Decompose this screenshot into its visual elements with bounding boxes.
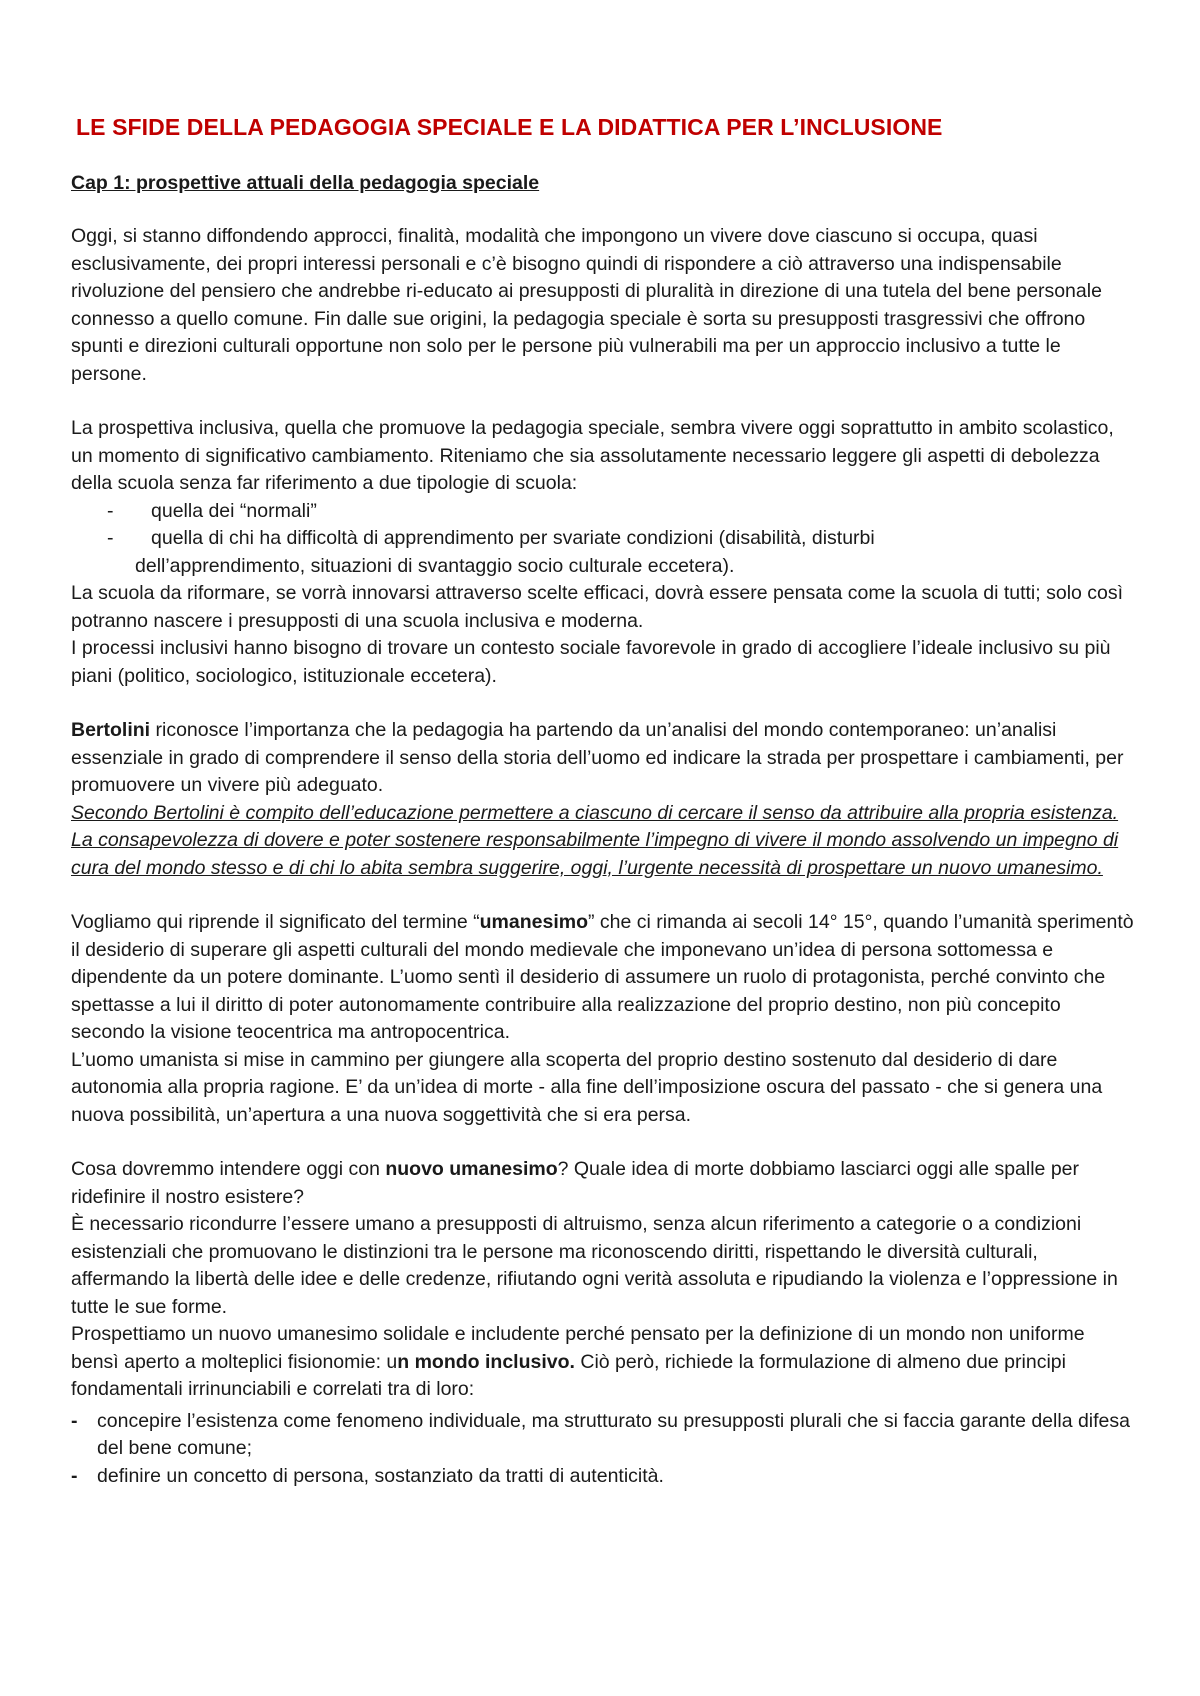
- paragraph-inclusive-processes: I processi inclusivi hanno bisogno di trovare un contesto sociale favorevole in grado di accogliere l’ideale inclusivo su più piani (politico, sociologico, istituzionale eccetera).: [71, 637, 1111, 687]
- list-item: [71, 1463, 1136, 1491]
- inclusive-world-bold: n mondo inclusivo.: [397, 1350, 575, 1373]
- school-types-list: [71, 498, 1136, 581]
- list-item-text: definire un concetto di persona, sostanziato da tratti di autenticità.: [97, 1464, 664, 1487]
- list-dash-marker: -: [71, 1409, 78, 1432]
- list-dash-marker: -: [107, 499, 114, 522]
- paragraph-school-reform: La scuola da riformare, se vorrà innovarsi attraverso scelte efficaci, dovrà essere pensata come la scuola di tutti; solo così potranno nascere i presupposti di una scuola inclusiva e moderna.: [71, 582, 1124, 632]
- list-item-text: concepire l’esistenza come fenomeno individuale, ma strutturato su presupposti plurali che si faccia garante della difesa del bene comune;: [97, 1409, 1130, 1459]
- list-item-text: quella di chi ha difficoltà di apprendimento per svariate condizioni (disabilità, disturbi: [151, 527, 875, 549]
- paragraph-bertolini: [71, 717, 1136, 800]
- paragraph-inclusive-perspective: La prospettiva inclusiva, quella che promuove la pedagogia speciale, sembra vivere oggi soprattutto in ambito scolastico, un momento di significativo cambiamento. Riteniamo che sia assolutamente necessario leggere gli aspetti di debolezza della scuola senza far riferimento a due tipologie di scuola:: [71, 417, 1114, 494]
- list-item-text-continued: dell’apprendimento, situazioni di svantaggio socio culturale eccetera).: [135, 554, 735, 577]
- list-item: [71, 1408, 1136, 1463]
- humanism-bold: umanesimo: [479, 911, 588, 933]
- humanism-text-a: Vogliamo qui riprende il significato del termine “: [71, 911, 480, 933]
- paragraph-new-humanism-question: [71, 1156, 1136, 1211]
- spacer: [71, 388, 1136, 415]
- bertolini-text: riconosce l’importanza che la pedagogia ha partendo da un’analisi del mondo contemporaneo: un’analisi essenziale in grado di comprendere il senso della storia dell’uomo ed indicare la strada per prospettare i cambiamenti, per promuovere un vivere più adeguato.: [71, 719, 1124, 796]
- paragraph-altruism: È necessario ricondurre l’essere umano a presupposti di altruismo, senza alcun riferimento a categorie o a condizioni esistenziali che promuovano le distinzioni tra le persone ma riconoscendo diritti, rispettando le diversità culturali, affermando la libertà delle idee e delle credenze, rifiutando ogni verità assoluta e ripudiando la violenza e l’oppressione in tutte le sue forme.: [71, 1213, 1118, 1318]
- paragraph-solidarity-humanism: [71, 1321, 1136, 1404]
- spacer: [71, 882, 1136, 909]
- solidarity-text-a: Prospettiamo un nuovo umanesimo solidale e includente perché pensato per la definizione di un mondo non uniforme bensì aperto a molteplici fisionomie: u: [71, 1323, 1085, 1373]
- list-item-text: quella dei “normali”: [151, 499, 317, 522]
- question-text-a: Cosa dovremmo intendere oggi con: [71, 1158, 386, 1180]
- list-item: [71, 525, 1136, 580]
- question-text-b: ? Quale idea di morte dobbiamo lasciarci oggi alle spalle per ridefinire il nostro esistere?: [71, 1158, 1080, 1208]
- chapter-heading: Cap 1: prospettive attuali della pedagogia speciale: [71, 172, 540, 194]
- document-title: LE SFIDE DELLA PEDAGOGIA SPECIALE E LA DIDATTICA PER L’INCLUSIONE: [76, 114, 943, 140]
- paragraph-humanist-man: L’uomo umanista si mise in cammino per giungere alla scoperta del proprio destino sostenuto dal desiderio di dare autonomia alla propria ragione. E’ da un’idea di morte - alla fine dell’imposizione oscura del passato - che si genera una nuova possibilità, un’apertura a una nuova soggettività che si era persa.: [71, 1048, 1103, 1126]
- list-item: [71, 498, 1136, 526]
- list-dash-marker: -: [107, 527, 114, 549]
- bertolini-bold: Bertolini: [71, 719, 151, 741]
- principles-list: [71, 1408, 1136, 1491]
- paragraph-humanism: [71, 909, 1136, 1047]
- spacer: [71, 1129, 1136, 1156]
- spacer: [71, 690, 1136, 717]
- list-dash-marker: -: [71, 1464, 78, 1487]
- solidarity-text-b: Ciò però, richiede la formulazione di almeno due principi fondamentali irrinunciabili e correlati tra di loro:: [71, 1350, 1066, 1400]
- humanism-text-b: ” che ci rimanda ai secoli 14° 15°, quando l’umanità sperimentò il desiderio di superare gli aspetti culturali del mondo medievale che imponevano un’idea di persona sottomessa e dipendente da un potere dominante. L’uomo sentì il desiderio di assumere un ruolo di protagonista, perché convinto che spettasse a lui il diritto di poter autonomamente contribuire alla realizzazione del proprio destino, non più concepito secondo la visione teocentrica ma antropocentrica.: [71, 911, 1134, 1043]
- paragraph-bertolini-quote: Secondo Bertolini è compito dell’educazione permettere a ciascuno di cercare il senso da attribuire alla propria esistenza. La consapevolezza di dovere e poter sostenere responsabilmente l’impegno di vivere il mondo assolvendo un impegno di cura del mondo stesso e di chi lo abita sembra suggerire, oggi, l’urgente necessità di prospettare un nuovo umanesimo.: [71, 801, 1119, 879]
- paragraph-intro: Oggi, si stanno diffondendo approcci, finalità, modalità che impongono un vivere dove ciascuno si occupa, quasi esclusivamente, dei propri interessi personali e c’è bisogno quindi di rispondere a ciò attraverso una indispensabile rivoluzione del pensiero che andrebbe ri-educato ai presupposti di pluralità in direzione di una tutela del bene personale connesso a quello comune. Fin dalle sue origini, la pedagogia speciale è sorta su presupposti trasgressivi che offrono spunti e direzioni culturali opportune non solo per le persone più vulnerabili ma per un approccio inclusivo a tutte le persone.: [71, 225, 1102, 385]
- new-humanism-bold: nuovo umanesimo: [385, 1158, 558, 1180]
